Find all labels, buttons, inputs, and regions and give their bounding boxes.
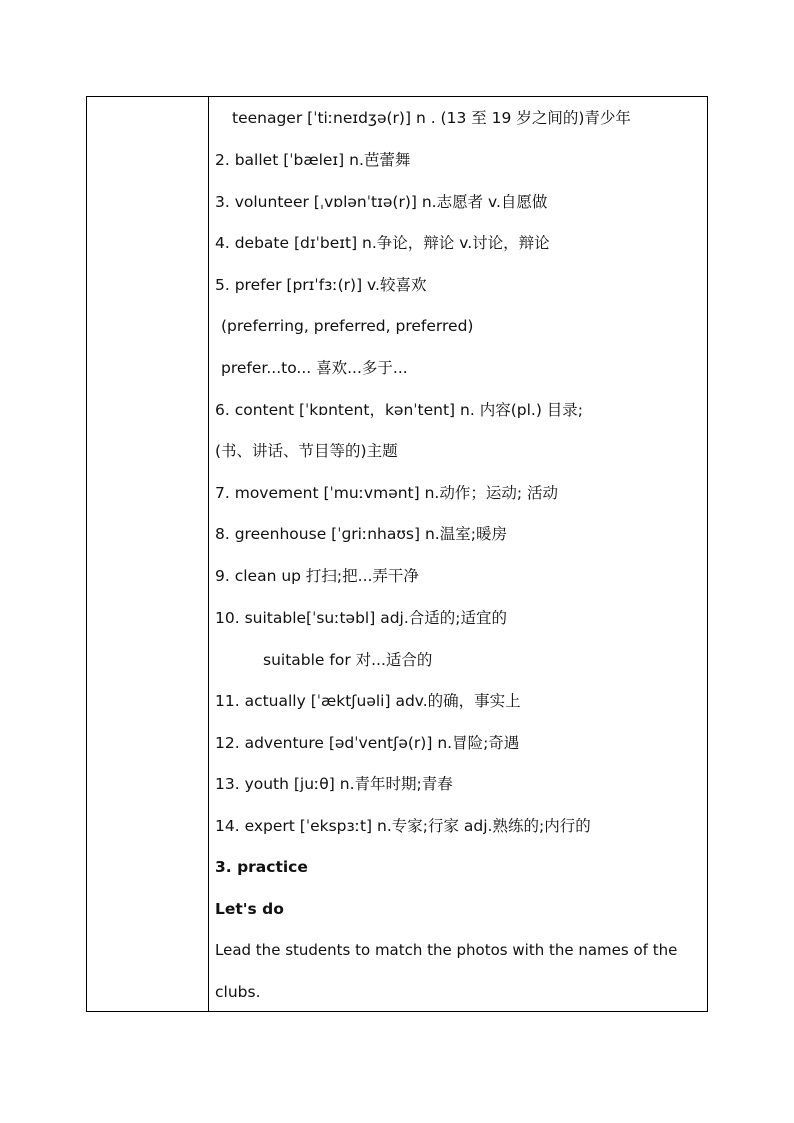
vocab-volunteer: 3. volunteer [ˌvɒlənˈtɪə(r)] n.志愿者 v.自愿做 xyxy=(215,193,548,211)
vocab-ballet: 2. ballet [ˈbæleɪ] n.芭蕾舞 xyxy=(215,151,411,169)
prefer-phrase: prefer...to... 喜欢...多于... xyxy=(221,359,408,377)
vocab-content: 6. content [ˈkɒntent，kənˈtent] n. 内容(pl.) 目录; xyxy=(215,401,584,419)
section-heading-practice: 3. practice xyxy=(215,858,308,876)
vocab-greenhouse: 8. greenhouse [ˈɡriːnhaʊs] n.温室;暖房 xyxy=(215,525,507,543)
vocab-content-cont: (书、讲话、节目等的)主题 xyxy=(215,442,398,460)
suitable-phrase: suitable for 对...适合的 xyxy=(263,651,433,669)
vocab-movement: 7. movement [ˈmuːvmənt] n.动作；运动; 活动 xyxy=(215,484,559,502)
vocab-expert: 14. expert [ˈekspɜːt] n.专家;行家 adj.熟练的;内行的 xyxy=(215,817,591,835)
vocab-youth: 13. youth [juːθ] n.青年时期;青春 xyxy=(215,775,453,793)
vocab-clean-up: 9. clean up 打扫;把...弄干净 xyxy=(215,567,419,585)
vocab-prefer: 5. prefer [prɪˈfɜː(r)] v.较喜欢 xyxy=(215,276,427,294)
column-divider xyxy=(208,97,209,1011)
vocab-adventure: 12. adventure [ədˈventʃə(r)] n.冒险;奇遇 xyxy=(215,734,520,752)
vocab-actually: 11. actually [ˈæktʃuəli] adv.的确，事实上 xyxy=(215,692,521,710)
vocab-teenager: teenager [ˈtiːneɪdʒə(r)] n . (13 至 19 岁之间的)青少年 xyxy=(232,109,631,127)
activity-instruction-cont: clubs. xyxy=(215,983,261,1001)
prefer-forms: (preferring, preferred, preferred) xyxy=(221,317,474,335)
vocab-debate: 4. debate [dɪˈbeɪt] n.争论，辩论 v.讨论，辩论 xyxy=(215,234,550,252)
activity-instruction: Lead the students to match the photos with the names of the xyxy=(215,941,678,959)
activity-heading: Let's do xyxy=(215,900,284,918)
vocab-suitable: 10. suitable[ˈsuːtəbl] adj.合适的;适宜的 xyxy=(215,609,507,627)
